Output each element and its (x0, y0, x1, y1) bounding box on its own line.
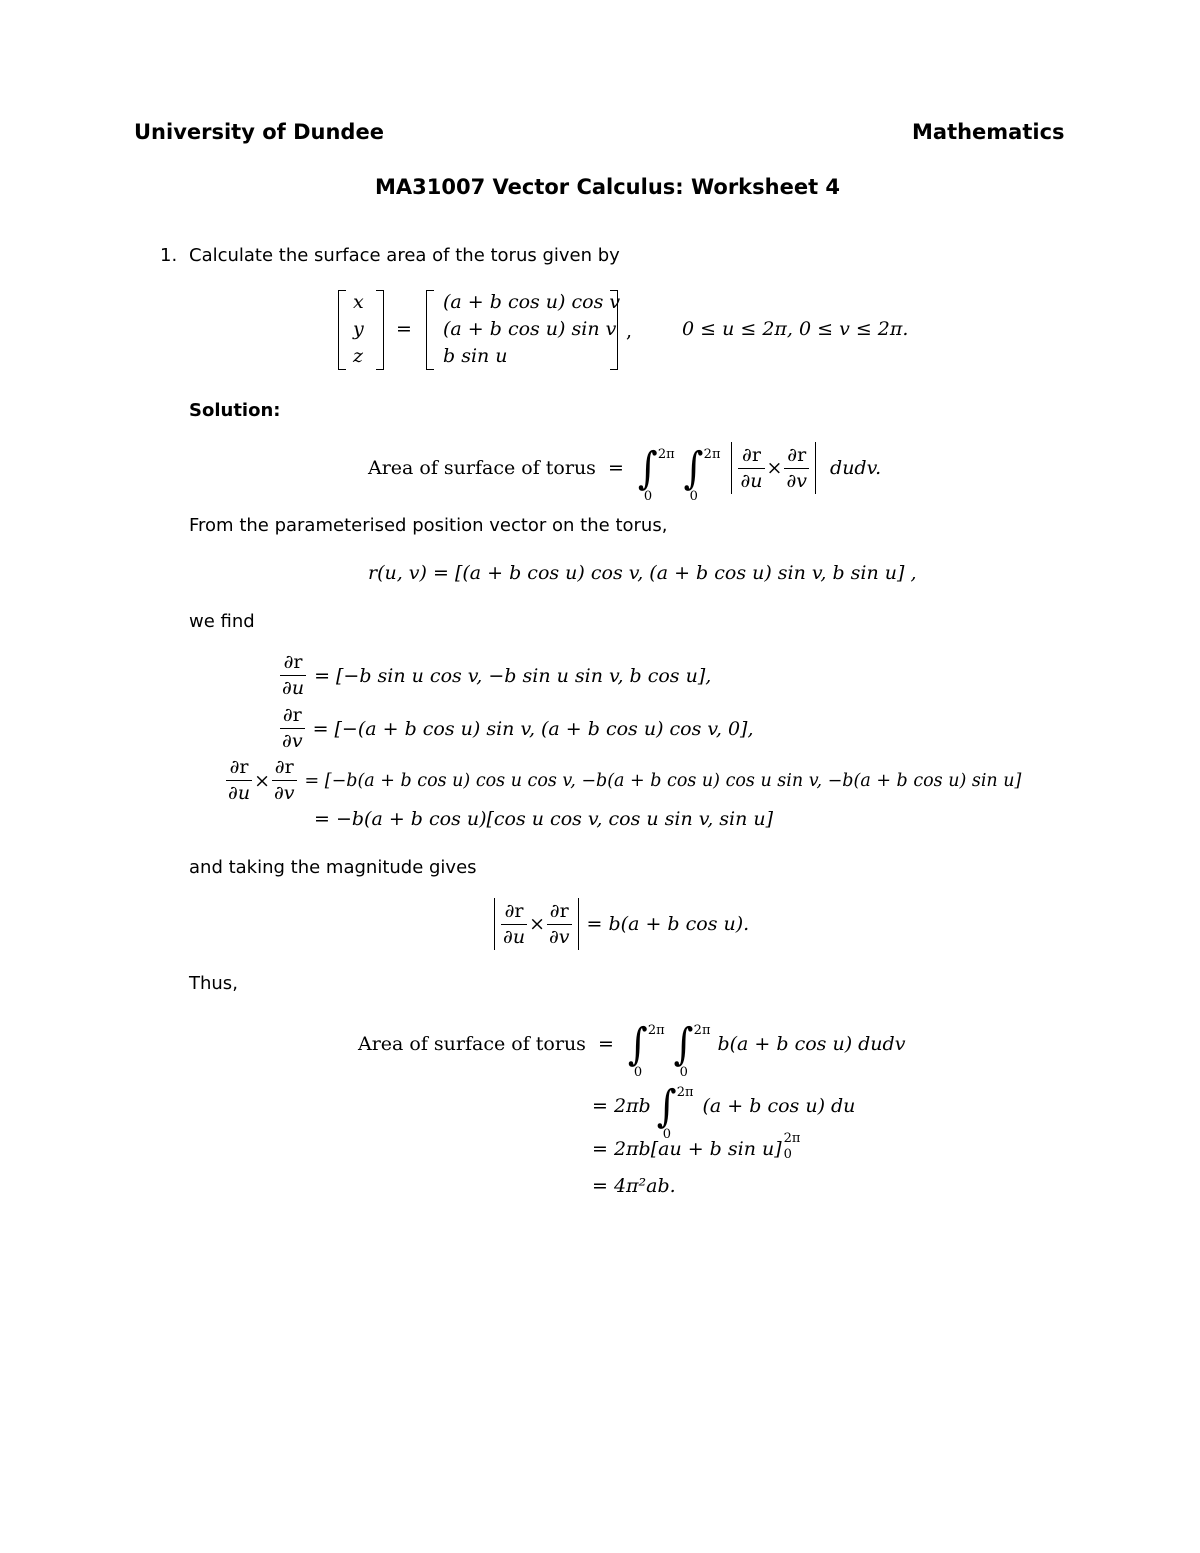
area-integral-definition (368, 438, 882, 504)
right-bracket-lhs-close (376, 290, 384, 370)
inner-lower-limit: 0 (689, 489, 698, 504)
numerator: ∂r (272, 755, 297, 781)
numerator: ∂r (280, 703, 305, 729)
abs-bar-left (731, 442, 732, 494)
left-bracket-lhs-open (338, 290, 346, 370)
cross-sign: × (529, 913, 545, 935)
partial-r-partial-u (501, 899, 527, 950)
integral-sign-icon: ∫ (673, 1018, 694, 1070)
cross-product-rhs: = [−b(a + b cos u) cos u cos v, −b(a + b cos u) cos u sin v, −b(a + b cos u) sin u] (304, 770, 1022, 791)
partial-r-partial-u (738, 443, 764, 494)
numerator: ∂r (784, 443, 809, 469)
dr-dv-equation (278, 703, 754, 754)
intro-text: From the parameterised position vector on the torus, (189, 515, 668, 536)
lower-limit: 0 (662, 1127, 671, 1142)
area-label: Area of surface of torus (358, 1033, 586, 1055)
position-vector: r(u, v) = [(a + b cos u) cos v, (a + b cos u) sin v, b sin u] , (368, 562, 917, 584)
partial-r-partial-v (547, 899, 572, 950)
vector-z: z (353, 345, 364, 367)
denominator: ∂v (273, 782, 295, 804)
inner-integral (683, 442, 721, 504)
integral-sign-icon: ∫ (683, 442, 704, 494)
we-find-text: we find (189, 611, 255, 632)
eval-lower-limit: 0 (783, 1147, 792, 1162)
matrix-equals: = (396, 318, 412, 340)
evaluation-limits (782, 1131, 804, 1162)
integral-sign-icon: ∫ (637, 442, 658, 494)
vector-y: y (353, 318, 364, 340)
dr-du-equation (278, 650, 711, 701)
differentials: dudv. (830, 457, 882, 479)
denominator: ∂v (282, 730, 303, 752)
outer-upper-limit: 2π (647, 1023, 665, 1038)
final-line-4: = 4π²ab. (592, 1175, 676, 1197)
cross-product-factored: = −b(a + b cos u)[cos u cos v, cos u sin v, sin u] (314, 808, 774, 830)
partial-r-partial-v (280, 703, 305, 754)
final-line-2-integrand: (a + b cos u) du (702, 1095, 856, 1117)
integral-sign-icon: ∫ (656, 1080, 677, 1132)
partial-r-partial-u (280, 650, 306, 701)
area-equals: = (607, 457, 624, 479)
denominator: ∂v (548, 925, 570, 948)
eval-upper-limit: 2π (783, 1131, 801, 1146)
partial-r-partial-v (272, 755, 297, 806)
final-line-2 (592, 1076, 856, 1142)
right-bracket-rhs-close (610, 290, 618, 370)
numerator: ∂r (226, 755, 252, 781)
dr-du-rhs: = [−b sin u cos v, −b sin u sin v, b cos u], (314, 664, 712, 687)
denominator: ∂v (786, 469, 808, 492)
numerator: ∂r (738, 443, 764, 469)
vector-x-component: (a + b cos u) cos v (443, 291, 621, 313)
question-text: Calculate the surface area of the torus given by (189, 245, 620, 266)
solution-heading: Solution: (189, 400, 281, 421)
area-label: Area of surface of torus (368, 457, 596, 479)
inner-upper-limit: 2π (703, 447, 721, 462)
vector-y-component: (a + b cos u) sin v (443, 318, 617, 340)
cross-product-equation (224, 755, 1021, 806)
magnitude-equation (490, 898, 749, 950)
denominator: ∂u (740, 469, 763, 492)
numerator: ∂r (501, 899, 527, 925)
final-line-1 (358, 1014, 906, 1080)
thus-text: Thus, (189, 973, 238, 994)
single-integral (656, 1080, 694, 1142)
integral-sign-icon: ∫ (627, 1018, 648, 1070)
cross-sign: × (254, 769, 270, 792)
left-bracket-rhs-open (426, 290, 434, 370)
vector-z-component: b sin u (443, 345, 508, 367)
cross-sign: × (766, 457, 783, 479)
outer-upper-limit: 2π (657, 447, 675, 462)
inner-integral (673, 1018, 711, 1080)
area-equals: = (597, 1033, 614, 1055)
institution-name: University of Dundee (134, 120, 384, 144)
partial-r-partial-v (784, 443, 809, 494)
denominator: ∂u (228, 782, 251, 804)
numerator: ∂r (280, 650, 306, 676)
question-number: 1. (160, 245, 178, 266)
outer-integral (637, 442, 675, 504)
abs-bar-left (494, 898, 495, 950)
inner-lower-limit: 0 (679, 1065, 688, 1080)
denominator: ∂u (503, 925, 526, 948)
outer-lower-limit: 0 (633, 1065, 643, 1080)
final-line-3 (592, 1131, 804, 1162)
dr-dv-rhs: = [−(a + b cos u) sin v, (a + b cos u) cos v, 0], (312, 717, 754, 740)
outer-lower-limit: 0 (643, 489, 653, 504)
numerator: ∂r (547, 899, 572, 925)
final-line-2-prefix: = 2πb (592, 1095, 651, 1117)
outer-integral (627, 1018, 665, 1080)
final-line-3-expr: = 2πb[au + b sin u] (592, 1138, 782, 1160)
matrix-comma: , (626, 320, 633, 342)
department-name: Mathematics (912, 120, 1065, 144)
denominator: ∂u (282, 677, 305, 699)
abs-bar-right (578, 898, 579, 950)
worksheet-title: MA31007 Vector Calculus: Worksheet 4 (375, 175, 841, 199)
upper-limit: 2π (676, 1085, 694, 1100)
magnitude-text: and taking the magnitude gives (189, 857, 477, 878)
abs-bar-right (815, 442, 816, 494)
vector-x: x (353, 291, 364, 313)
partial-r-partial-u (226, 755, 252, 806)
magnitude-rhs: = b(a + b cos u). (586, 913, 750, 935)
parameter-domain: 0 ≤ u ≤ 2π, 0 ≤ v ≤ 2π. (682, 318, 909, 340)
inner-upper-limit: 2π (693, 1023, 711, 1038)
final-integrand: b(a + b cos u) dudv (717, 1033, 906, 1055)
